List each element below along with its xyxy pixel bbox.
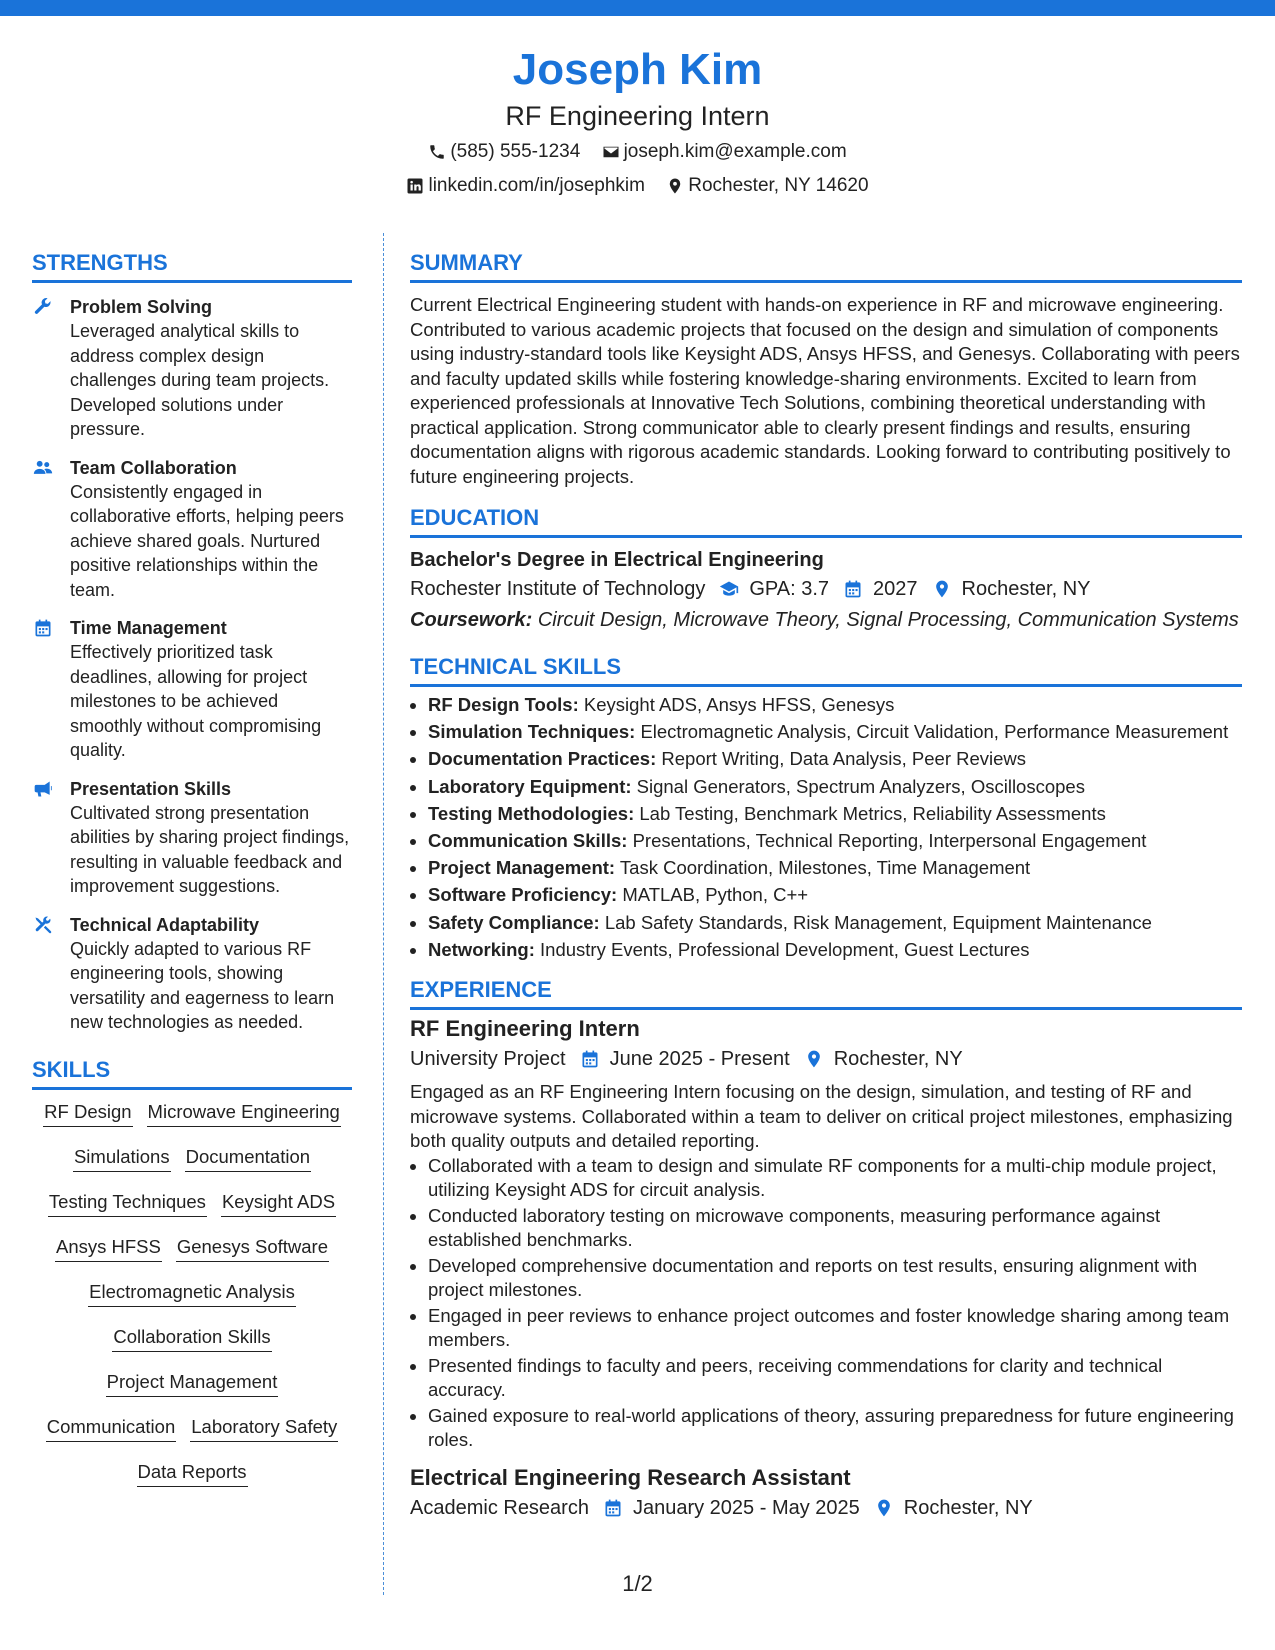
technical-skills-heading: TECHNICAL SKILLS (410, 654, 622, 679)
skill-tag: RF Design (43, 1100, 132, 1127)
coursework (410, 604, 1242, 636)
job-dates-item (603, 1493, 860, 1523)
contact-row-1 (0, 140, 1275, 168)
list-item: • Networking: Industry Events, Professional Development, Guest Lectures (428, 936, 1242, 963)
list-item: • Laboratory Equipment: Signal Generators, Spectrum Analyzers, Oscilloscopes (428, 773, 1242, 800)
skill-tag: Documentation (185, 1145, 311, 1172)
gpa-item (719, 574, 829, 604)
section-rule (32, 280, 352, 283)
skill-tag: Project Management (106, 1370, 279, 1397)
strength-desc: Cultivated strong presentation abilities by sharing project findings, resulting in valuable feedback and improvement suggestions. (70, 802, 350, 896)
list-item: • Software Proficiency: MATLAB, Python, C++ (428, 881, 1242, 908)
phone-item (428, 140, 580, 164)
map-pin-icon (804, 1049, 824, 1069)
contact-row-2 (0, 174, 1275, 202)
strength-desc: Leveraged analytical skills to address complex design challenges during team projects. Developed solutions under pressure. (70, 321, 330, 439)
list-item: • Engaged in peer reviews to enhance project outcomes and foster knowledge sharing among team members. (428, 1304, 1242, 1353)
list-item: • Simulation Techniques: Electromagnetic Analysis, Circuit Validation, Performance Measurement (428, 718, 1242, 745)
envelope-icon (602, 143, 620, 161)
technical-skills-list (410, 691, 1242, 963)
job-title: Electrical Engineering Research Assistant (410, 1464, 851, 1490)
resume-header (0, 40, 1275, 202)
skill-tag: Collaboration Skills (112, 1325, 271, 1352)
list-item: • Developed comprehensive documentation and reports on test results, ensuring alignment with project milestones. (428, 1254, 1242, 1303)
email-link[interactable]: joseph.kim@example.com (623, 141, 847, 162)
section-rule (32, 1087, 352, 1090)
calendar-icon (32, 616, 56, 763)
calendar-icon (843, 579, 863, 599)
phone-text: (585) 555-1234 (450, 141, 581, 162)
list-item: • Gained exposure to real-world applications of theory, assuring preparedness for future engineering roles. (428, 1404, 1242, 1453)
strength-title: Time Management (70, 618, 227, 638)
calendar-icon (580, 1049, 600, 1069)
skill-tag: Testing Techniques (48, 1190, 207, 1217)
linkedin-item[interactable] (406, 174, 645, 198)
education-meta (410, 574, 1242, 604)
job-meta (410, 1493, 1242, 1523)
linkedin-icon (406, 177, 424, 195)
map-pin-icon (932, 579, 952, 599)
strength-title: Technical Adaptability (70, 914, 260, 935)
strength-title: Problem Solving (70, 297, 213, 317)
job-dates-item (580, 1044, 790, 1074)
location-item (666, 174, 868, 198)
summary-heading: SUMMARY (410, 250, 523, 275)
skills-heading: SKILLS (32, 1056, 111, 1082)
skill-tag: Genesys Software (176, 1235, 329, 1262)
location-text: Rochester, NY 14620 (688, 175, 869, 196)
skill-tag: Ansys HFSS (55, 1235, 162, 1262)
summary-text: Current Electrical Engineering student with hands-on experience in RF and microwave engineering. Contributed to various academic projects that focused on the design and simulation of components using industry-standard tools like Keysight ADS, Ansys HFSS, and Genesys. Collaborating with peers and faculty updated skills while fostering knowledge-sharing environments. Excited to learn from experienced professionals at Innovative Tech Solutions, combining theoretical understanding with practical application. Strong communicator able to clearly present findings and results, ensuring documentation aligns with rigorous academic standards. Looking forward to contributing positively to future engineering projects. (410, 294, 1240, 487)
degree-title: Bachelor's Degree in Electrical Engineering (410, 549, 824, 571)
skills-list (32, 1094, 352, 1499)
job-dates: June 2025 - Present (609, 1048, 790, 1071)
coursework-list: Circuit Design, Microwave Theory, Signal Processing, Communication Systems (537, 609, 1239, 631)
graduation-cap-icon (719, 579, 739, 599)
job-location-item (804, 1044, 963, 1074)
page-number: 1/2 (622, 1571, 653, 1596)
strength-desc: Effectively prioritized task deadlines, allowing for project milestones to be achieved smoothly without compromising quality. (70, 642, 322, 760)
job-dates: January 2025 - May 2025 (632, 1496, 860, 1519)
list-item: • Collaborated with a team to design and simulate RF components for a multi-chip module project, utilizing Keysight ADS for circuit analysis. (428, 1154, 1242, 1203)
candidate-title: RF Engineering Intern (505, 101, 770, 131)
job-bullets (410, 1154, 1242, 1453)
top-accent-bar (0, 0, 1275, 16)
section-rule (410, 684, 1242, 687)
skill-tag: Communication (46, 1415, 177, 1442)
strength-desc: Quickly adapted to various RF engineering tools, showing versatility and eagerness to learn new technologies as needed. (70, 938, 335, 1032)
strength-item (32, 456, 352, 603)
strength-item (32, 913, 352, 1035)
list-item: • Conducted laboratory testing on microwave components, measuring performance against established benchmarks. (428, 1204, 1242, 1253)
skill-tag: Electromagnetic Analysis (88, 1280, 296, 1307)
list-item: • Presented findings to faculty and peers, receiving commendations for clarity and technical accuracy. (428, 1354, 1242, 1403)
skill-tag: Laboratory Safety (190, 1415, 338, 1442)
section-rule (410, 1007, 1242, 1010)
education-heading: EDUCATION (410, 505, 540, 530)
strengths-heading: STRENGTHS (32, 250, 168, 275)
job-title: RF Engineering Intern (410, 1016, 640, 1042)
experience-heading: EXPERIENCE (410, 977, 552, 1003)
column-divider (383, 233, 384, 1595)
section-rule (410, 280, 1242, 283)
list-item: • RF Design Tools: Keysight ADS, Ansys HFSS, Genesys (428, 691, 1242, 718)
list-item: • Documentation Practices: Report Writing, Data Analysis, Peer Reviews (428, 745, 1242, 772)
skill-tag: Data Reports (137, 1460, 248, 1487)
list-item: • Testing Methodologies: Lab Testing, Benchmark Metrics, Reliability Assessments (428, 800, 1242, 827)
strength-title: Team Collaboration (70, 457, 237, 478)
strength-item (32, 295, 352, 442)
job-entry (410, 1014, 1242, 1453)
map-pin-icon (874, 1498, 894, 1518)
linkedin-link[interactable]: linkedin.com/in/josephkim (428, 175, 645, 196)
job-location-item (874, 1493, 1033, 1523)
job-entry (410, 1463, 1242, 1523)
job-description: Engaged as an RF Engineering Intern focusing on the design, simulation, and testing of RF and microwave systems. Collaborated within a team to deliver on critical project milestones, emphasizing both quality outputs and detailed reporting. (410, 1081, 1233, 1152)
gpa-text: GPA: 3.7 (749, 578, 830, 600)
tools-icon (32, 913, 56, 1035)
strength-title: Presentation Skills (70, 778, 232, 799)
coursework-label: Coursework: (410, 609, 533, 631)
graduation-year: 2027 (873, 578, 918, 600)
job-org: University Project (410, 1048, 566, 1071)
job-location: Rochester, NY (833, 1048, 963, 1071)
job-location: Rochester, NY (903, 1496, 1033, 1519)
edu-location-item (932, 574, 1091, 604)
users-icon (32, 456, 56, 603)
strength-item (32, 777, 352, 899)
job-meta (410, 1044, 1242, 1074)
list-item: • Safety Compliance: Lab Safety Standards, Risk Management, Equipment Maintenance (428, 909, 1242, 936)
calendar-icon (603, 1498, 623, 1518)
school-name: Rochester Institute of Technology (410, 578, 706, 600)
megaphone-icon (32, 777, 56, 899)
candidate-name: Joseph Kim (512, 45, 763, 94)
year-item (843, 574, 918, 604)
map-pin-icon (666, 177, 684, 195)
left-column (32, 248, 352, 1499)
list-item: • Project Management: Task Coordination, Milestones, Time Management (428, 854, 1242, 881)
skill-tag: Keysight ADS (221, 1190, 336, 1217)
strength-item (32, 616, 352, 763)
strength-desc: Consistently engaged in collaborative efforts, helping peers achieve shared goals. Nurtured positive relationships within the team. (70, 481, 344, 600)
skill-tag: Microwave Engineering (147, 1100, 341, 1127)
right-column (410, 248, 1242, 1523)
wrench-icon (32, 295, 56, 442)
email-item[interactable] (602, 140, 847, 164)
phone-icon (428, 143, 446, 161)
skill-tag: Simulations (73, 1145, 171, 1172)
section-rule (410, 535, 1242, 538)
list-item: • Communication Skills: Presentations, Technical Reporting, Interpersonal Engagement (428, 827, 1242, 854)
job-org: Academic Research (410, 1496, 589, 1519)
edu-location: Rochester, NY (961, 578, 1091, 600)
